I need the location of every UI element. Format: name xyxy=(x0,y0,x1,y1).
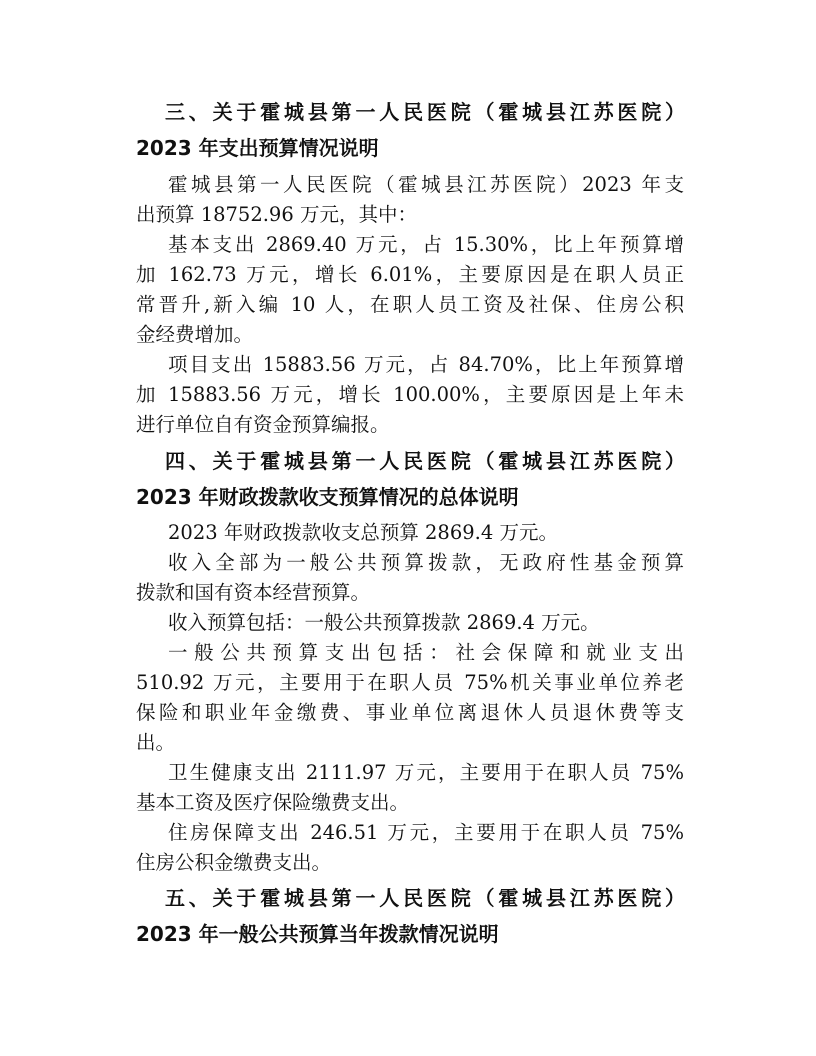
section-3-heading-cont: 2023 年支出预算情况说明 xyxy=(136,136,379,160)
section-4-heading: 四、关于霍城县第一人民医院（霍城县江苏医院） xyxy=(165,449,685,473)
paragraph-line: 基本工资及医疗保险缴费支出。 xyxy=(136,791,410,814)
paragraph-line: 项目支出 15883.56 万元，占 84.70%，比上年预算增 xyxy=(168,353,684,376)
paragraph-line: 住房公积金缴费支出。 xyxy=(136,851,332,874)
section-5-heading: 五、关于霍城县第一人民医院（霍城县江苏医院） xyxy=(165,886,685,910)
paragraph-line: 霍城县第一人民医院（霍城县江苏医院）2023 年支 xyxy=(168,173,684,196)
paragraph-line: 拨款和国有资本经营预算。 xyxy=(136,581,371,604)
paragraph-line: 收入全部为一般公共预算拨款，无政府性基金预算 xyxy=(168,551,684,574)
paragraph-line: 加 15883.56 万元，增长 100.00%，主要原因是上年未 xyxy=(136,383,684,406)
section-3-heading: 三、关于霍城县第一人民医院（霍城县江苏医院） xyxy=(165,100,685,124)
paragraph-line: 卫生健康支出 2111.97 万元，主要用于在职人员 75% xyxy=(168,761,684,784)
paragraph-line: 510.92 万元，主要用于在职人员 75%机关事业单位养老 xyxy=(136,671,684,694)
paragraph-line: 加 162.73 万元，增长 6.01%，主要原因是在职人员正 xyxy=(136,263,684,286)
paragraph-line: 保险和职业年金缴费、事业单位离退休人员退休费等支 xyxy=(136,701,684,724)
paragraph-line: 进行单位自有资金预算编报。 xyxy=(136,413,390,436)
paragraph-line: 住房保障支出 246.51 万元，主要用于在职人员 75% xyxy=(168,821,684,844)
paragraph-line: 出预算 18752.96 万元，其中： xyxy=(136,203,417,226)
section-4-heading-cont: 2023 年财政拨款收支预算情况的总体说明 xyxy=(136,485,519,509)
paragraph-line: 一般公共预算支出包括：社会保障和就业支出 xyxy=(168,641,684,664)
section-5-heading-cont: 2023 年一般公共预算当年拨款情况说明 xyxy=(136,922,499,946)
paragraph-line: 金经费增加。 xyxy=(136,323,254,346)
paragraph-line: 2023 年财政拨款收支总预算 2869.4 万元。 xyxy=(168,521,558,544)
paragraph-line: 出。 xyxy=(136,731,176,754)
paragraph-line: 基本支出 2869.40 万元，占 15.30%，比上年预算增 xyxy=(168,233,684,256)
paragraph-line: 收入预算包括：一般公共预算拨款 2869.4 万元。 xyxy=(168,611,600,634)
paragraph-line: 常晋升,新入编 10 人，在职人员工资及社保、住房公积 xyxy=(136,293,684,316)
